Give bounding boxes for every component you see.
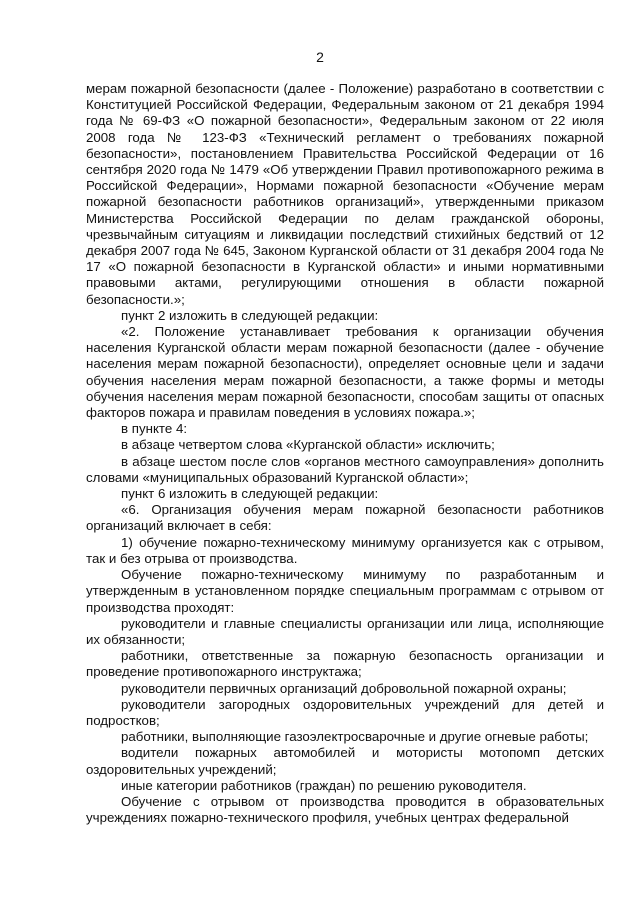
- paragraph-item-4-abzac-6: в абзаце шестом после слов «органов местного самоуправления» дополнить словами «муниципальных образований Курганской области»;: [86, 453, 604, 485]
- paragraph-training-intro: Обучение пожарно-техническому минимуму по разработанным и утвержденным в установленном порядке специальным программам с отрывом от производства проходят:: [86, 567, 604, 615]
- paragraph-item-4-instruction: в пункте 4:: [121, 421, 188, 437]
- paragraph-item-6-instruction: пункт 6 изложить в следующей редакции:: [121, 486, 379, 502]
- list-item-volunteer-fire-leaders: руководители первичных организаций добровольной пожарной охраны;: [121, 680, 567, 696]
- document-body: [86, 81, 604, 826]
- paragraph-item-2-text: «2. Положение устанавливает требования к организации обучения населения Курганской области мерам пожарной безопасности (далее - обучение населения мерам пожарной безопасности), определяет основные цели и задачи обучения населения мерам пожарной безопасности, а также формы и методы обучения населения мерам пожарной безопасности, способам защиты от опасных факторов пожара и правилам поведения в условиях пожара.»;: [86, 324, 604, 421]
- paragraph-preamble-continuation: мерам пожарной безопасности (далее - Положение) разработано в соответствии с Конституцией Российской Федерации, Федеральным законом от 21 декабря 1994 года № 69-ФЗ «О пожарной безопасности», Федеральным законом от 22 июля 2008 года № 123-ФЗ «Технический регламент о требованиях пожарной безопасности», постановлением Правительства Российской Федерации от 16 сентября 2020 года № 1479 «Об утверждении Правил противопожарного режима в Российской Федерации», Нормами пожарной безопасности «Обучение мерам пожарной безопасности работников организаций», утвержденными приказом Министерства Российской Федерации по делам гражданской обороны, чрезвычайным ситуациям и ликвидации последствий стихийных бедствий от 12 декабря 2007 года № 645, Законом Курганской области от 31 декабря 2004 года № 17 «О пожарной безопасности в Курганской области» и иными нормативными правовыми актами, регулирующими отношения в области пожарной безопасности.»;: [86, 81, 604, 307]
- paragraph-item-2-instruction: пункт 2 изложить в следующей редакции:: [121, 307, 379, 323]
- list-item-responsible-workers: работники, ответственные за пожарную безопасность организации и проведение противопожарного инструктажа;: [86, 648, 604, 680]
- paragraph-item-4-abzac-4: в абзаце четвертом слова «Курганской области» исключить;: [121, 437, 495, 453]
- paragraph-item-6-text: «6. Организация обучения мерам пожарной безопасности работников организаций включает в себя:: [86, 502, 604, 534]
- paragraph-subitem-1: 1) обучение пожарно-техническому минимуму организуется как с отрывом, так и без отрыва от производства.: [86, 534, 604, 566]
- list-item-camp-leaders: руководители загородных оздоровительных учреждений для детей и подростков;: [86, 696, 604, 728]
- page-number: 2: [316, 49, 324, 65]
- list-item-managers: руководители и главные специалисты организации или лица, исполняющие их обязанности;: [86, 615, 604, 647]
- list-item-drivers: водители пожарных автомобилей и мотористы мотопомп детских оздоровительных учреждений;: [86, 745, 604, 777]
- list-item-other-categories: иные категории работников (граждан) по решению руководителя.: [121, 777, 527, 793]
- paragraph-training-location: Обучение с отрывом от производства проводится в образовательных учреждениях пожарно-технического профиля, учебных центрах федеральной: [86, 793, 604, 826]
- list-item-welders: работники, выполняющие газоэлектросварочные и другие огневые работы;: [121, 729, 589, 745]
